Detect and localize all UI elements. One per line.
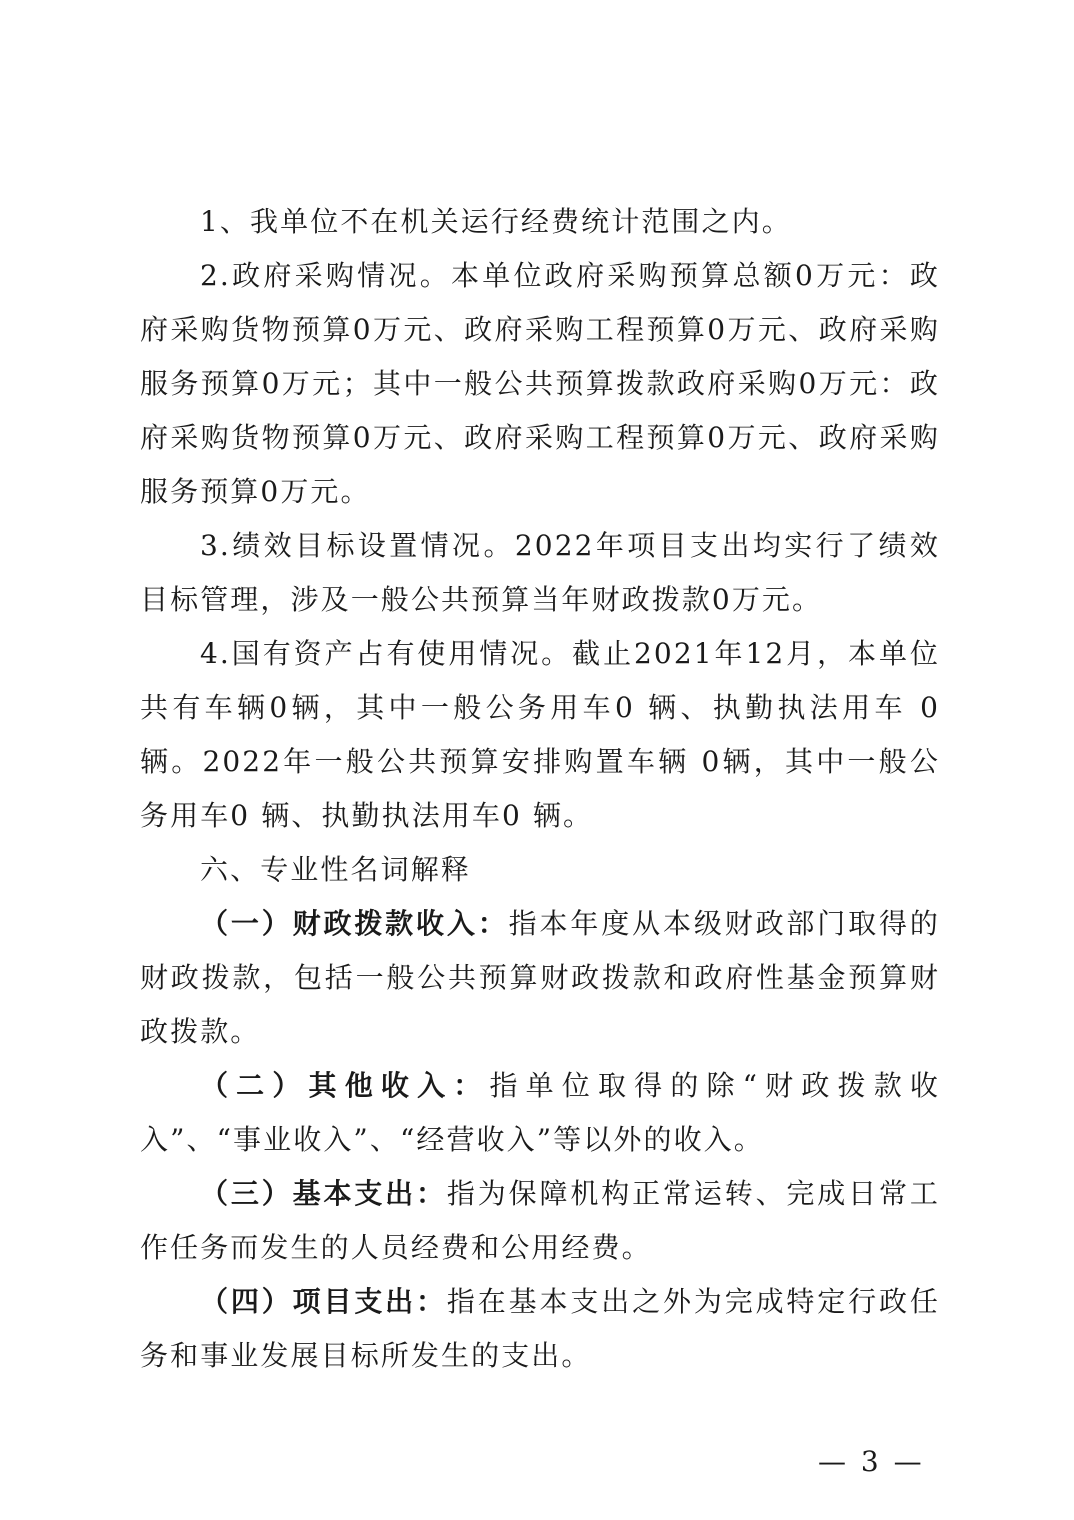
- definition-term: （二）其他收入：: [200, 1069, 490, 1102]
- page-number: — 3 —: [818, 1445, 925, 1478]
- definition-basic-expenditure: [140, 1167, 940, 1275]
- definition-text: 指为保障机构正常运转、完成日常工作任务而发生的人员经费和公用经费。: [140, 1177, 940, 1264]
- definition-text: 指本年度从本级财政部门取得的财政拨款，包括一般公共预算财政拨款和政府性基金预算财政拨款。: [140, 907, 940, 1048]
- definition-fiscal-appropriation-income: [140, 897, 940, 1059]
- paragraph-government-procurement: 2.政府采购情况。本单位政府采购预算总额0万元：政府采购货物预算0万元、政府采购工程预算0万元、政府采购服务预算0万元；其中一般公共预算拨款政府采购0万元：政府采购货物预算0万元、政府采购工程预算0万元、政府采购服务预算0万元。: [140, 259, 940, 508]
- definition-term: （一）财政拨款收入：: [200, 907, 509, 940]
- paragraph-performance-targets: 3.绩效目标设置情况。2022年项目支出均实行了绩效目标管理，涉及一般公共预算当年财政拨款0万元。: [140, 529, 940, 616]
- definition-text: 指单位取得的除“财政拨款收入”、“事业收入”、“经营收入”等以外的收入。: [140, 1069, 940, 1156]
- definition-project-expenditure: [140, 1275, 940, 1383]
- paragraph-state-assets: 4.国有资产占有使用情况。截止2021年12月，本单位共有车辆0辆，其中一般公务用车0 辆、执勤执法用车 0辆。2022年一般公共预算安排购置车辆 0辆，其中一般公务用车0 辆、执勤执法用车0 辆。: [140, 637, 940, 832]
- document-body: [140, 195, 940, 1383]
- section-heading-glossary: 六、专业性名词解释: [200, 853, 471, 886]
- paragraph-office-expenses: 1、我单位不在机关运行经费统计范围之内。: [200, 205, 792, 238]
- definition-term: （四）项目支出：: [200, 1285, 447, 1318]
- definition-term: （三）基本支出：: [200, 1177, 447, 1210]
- definition-text: 指在基本支出之外为完成特定行政任务和事业发展目标所发生的支出。: [140, 1285, 940, 1372]
- definition-other-income: [140, 1059, 940, 1167]
